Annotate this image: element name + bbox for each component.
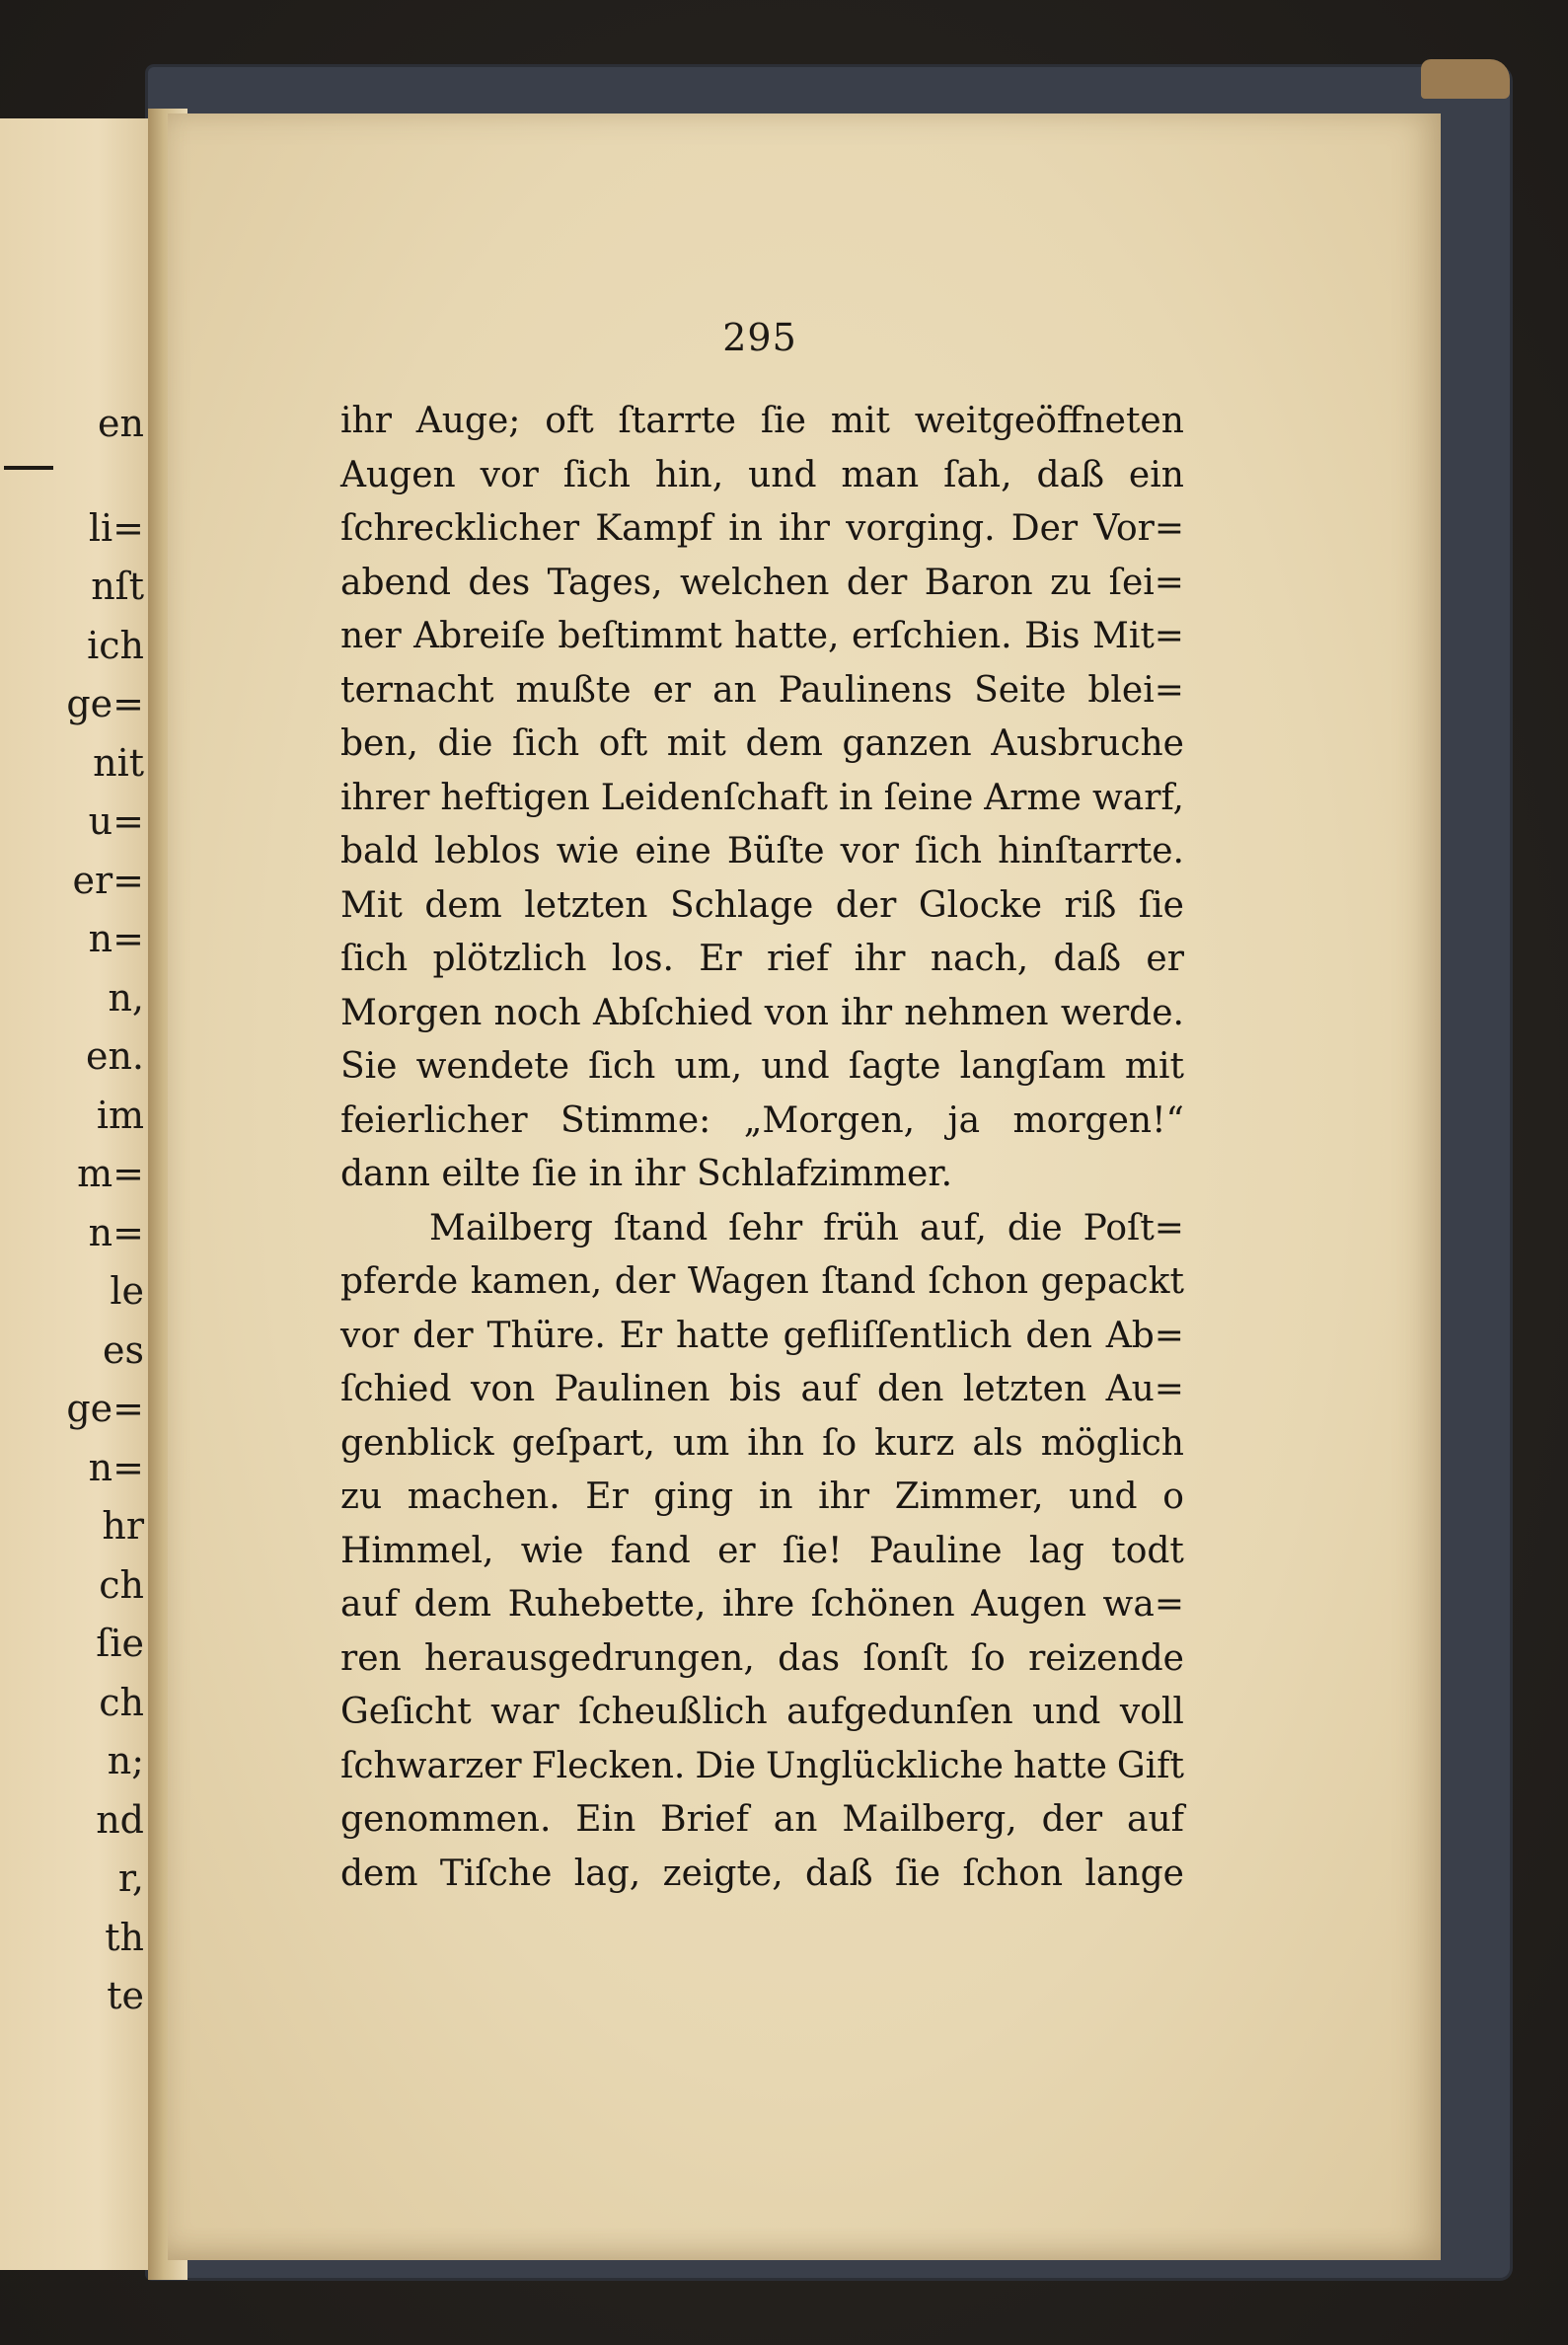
word: Augen xyxy=(340,454,456,495)
word: blei= xyxy=(1087,669,1184,711)
word: gefliſſentlich xyxy=(783,1315,1012,1356)
word: ſchon xyxy=(962,1853,1064,1894)
word: abend xyxy=(340,562,452,603)
page-body-text xyxy=(340,395,1184,1901)
word: letzten xyxy=(962,1369,1087,1409)
left-fragment: n= xyxy=(88,1210,144,1254)
left-fragment: n, xyxy=(108,975,144,1020)
word: mit xyxy=(666,723,726,764)
word: mit xyxy=(830,401,890,441)
left-page-text-fragments xyxy=(4,395,152,2026)
word: Tiſche xyxy=(439,1853,553,1894)
word: zu xyxy=(340,1476,383,1517)
text-line xyxy=(340,610,1184,664)
left-fragment: hr xyxy=(102,1504,144,1548)
word: ner xyxy=(340,616,402,656)
word: wie xyxy=(520,1530,584,1571)
word: Bis xyxy=(1024,616,1081,656)
word: Der xyxy=(1010,508,1079,549)
word: Mailberg xyxy=(429,1207,593,1248)
text-line xyxy=(340,557,1184,611)
word: auf, xyxy=(919,1207,987,1248)
word: zu xyxy=(1050,562,1092,603)
word: an xyxy=(712,669,757,711)
word: Er xyxy=(699,939,742,979)
text-line xyxy=(340,502,1184,557)
left-fragment: ch xyxy=(99,1680,144,1724)
word: ihr xyxy=(779,508,830,549)
text-line xyxy=(340,1525,1184,1579)
left-fragment: nd xyxy=(96,1797,144,1842)
word: ſich xyxy=(511,723,580,764)
word: der xyxy=(412,1315,474,1356)
word: mußte xyxy=(515,669,632,711)
word: hatte xyxy=(1012,1745,1107,1786)
word: ſich xyxy=(562,454,631,495)
word: auf xyxy=(1127,1799,1184,1840)
text-line xyxy=(340,772,1184,826)
left-fragment: te xyxy=(107,1974,144,2017)
word: letzten xyxy=(524,884,648,926)
word: Schlage xyxy=(669,884,814,926)
word: Stimme: xyxy=(560,1099,711,1141)
word: zeigte, xyxy=(662,1853,784,1894)
cover-corner xyxy=(1421,59,1510,99)
word: weitgeöffneten xyxy=(914,401,1184,441)
word: ſchwarzer xyxy=(340,1745,522,1786)
word: und xyxy=(748,454,817,495)
word: Er xyxy=(619,1315,663,1356)
left-fragment: nſt xyxy=(91,565,144,608)
word: morgen!“ xyxy=(1012,1099,1184,1141)
word: daß xyxy=(1036,454,1105,495)
text-line xyxy=(340,933,1184,987)
text-line xyxy=(340,1363,1184,1417)
word: Unglückliche xyxy=(766,1745,1004,1786)
word: ſtand xyxy=(613,1207,709,1248)
left-fragment: u= xyxy=(88,799,144,843)
word: den xyxy=(1025,1315,1092,1356)
word: o xyxy=(1162,1476,1184,1517)
text-line xyxy=(340,395,1184,449)
word: ihrer xyxy=(340,777,430,818)
word: vor xyxy=(340,1315,400,1356)
word: riß xyxy=(1064,884,1117,926)
word: ſcheußlich xyxy=(578,1692,768,1732)
word: Ab= xyxy=(1105,1315,1184,1356)
word: die xyxy=(1007,1207,1063,1248)
word: Thüre. xyxy=(486,1315,606,1356)
left-fragment: n= xyxy=(88,917,144,960)
word: ſie! xyxy=(782,1530,843,1571)
left-fragment: r, xyxy=(117,1856,144,1900)
word: dem xyxy=(413,1584,492,1625)
word: erſchien. xyxy=(851,616,1012,656)
word: Abſchied xyxy=(592,992,753,1033)
word: ſie xyxy=(760,401,806,441)
word: fand xyxy=(610,1530,691,1571)
word: der xyxy=(1041,1799,1103,1840)
word: rief xyxy=(766,939,830,979)
word: er xyxy=(652,669,692,711)
word: feierlicher xyxy=(340,1099,528,1141)
left-fragment: n= xyxy=(88,1445,144,1489)
word: ja xyxy=(947,1099,981,1141)
left-fragment: ge= xyxy=(66,1387,144,1430)
word: ſei= xyxy=(1108,562,1184,603)
word: war xyxy=(490,1692,560,1732)
word: den xyxy=(876,1369,944,1409)
word: Mit xyxy=(340,884,403,926)
word: ſchrecklicher xyxy=(340,508,580,549)
word: noch xyxy=(493,992,581,1033)
left-fragment: ch xyxy=(99,1562,144,1607)
left-fragment: ge= xyxy=(66,682,144,725)
text-line xyxy=(340,1578,1184,1632)
word: Ein xyxy=(575,1799,636,1840)
word: möglich xyxy=(1040,1422,1184,1464)
word: reizende xyxy=(1028,1637,1184,1679)
text-line xyxy=(340,1255,1184,1310)
word: und xyxy=(761,1046,830,1087)
word: werde. xyxy=(1060,992,1184,1033)
word: bald xyxy=(340,831,419,871)
word: die xyxy=(437,723,493,764)
word: daß xyxy=(1053,939,1122,979)
text-line xyxy=(340,1793,1184,1848)
page-number: 295 xyxy=(722,316,797,359)
word: Au= xyxy=(1105,1369,1184,1409)
text-line xyxy=(340,1632,1184,1687)
word: ſie xyxy=(894,1853,941,1894)
word: von xyxy=(470,1369,536,1409)
left-fragment: ſie xyxy=(96,1622,144,1665)
word: bis xyxy=(729,1369,783,1409)
text-line xyxy=(340,1417,1184,1472)
word: ſich xyxy=(914,831,983,871)
word: Vor= xyxy=(1093,508,1184,549)
word: aufgedunſen xyxy=(786,1692,1013,1732)
word: Abreiſe xyxy=(413,616,546,656)
left-fragment: ich xyxy=(87,623,144,667)
word: leblos xyxy=(434,831,541,871)
word: lag xyxy=(1028,1530,1084,1571)
left-fragment: th xyxy=(105,1915,144,1959)
word: Paulinens xyxy=(778,669,953,711)
word: gepackt xyxy=(1040,1261,1184,1302)
text-line xyxy=(340,825,1184,879)
word: Zimmer, xyxy=(894,1476,1044,1517)
word: ſo xyxy=(970,1637,1006,1679)
text-line xyxy=(340,1310,1184,1364)
word: voll xyxy=(1119,1692,1184,1732)
word: geſpart, xyxy=(511,1422,655,1464)
word: heftigen xyxy=(440,777,590,818)
word: herausgedrungen, xyxy=(424,1637,755,1679)
word: nach, xyxy=(930,939,1029,979)
text-line xyxy=(340,1686,1184,1740)
word: plötzlich xyxy=(432,939,587,979)
word: ihn xyxy=(747,1422,805,1464)
word: oft xyxy=(598,723,648,764)
word: ren xyxy=(340,1637,402,1679)
word: Wagen xyxy=(687,1261,809,1302)
word: Paulinen xyxy=(554,1369,710,1409)
left-fragment: im xyxy=(96,1093,144,1137)
word: Die xyxy=(695,1745,757,1786)
word: Augen xyxy=(971,1584,1086,1625)
word: beſtimmt xyxy=(558,616,722,656)
word: todt xyxy=(1111,1530,1184,1571)
text-line xyxy=(340,664,1184,719)
word: wendete xyxy=(415,1046,570,1087)
word: von xyxy=(764,992,829,1033)
word: Arme xyxy=(984,777,1082,818)
word: Sie xyxy=(340,1046,398,1087)
word: Tages, xyxy=(547,562,663,603)
word: und xyxy=(1032,1692,1101,1732)
word: kamen, xyxy=(470,1261,603,1302)
word: wa= xyxy=(1102,1584,1184,1625)
word: als xyxy=(972,1422,1023,1464)
word: der xyxy=(835,884,897,926)
word: und xyxy=(1069,1476,1138,1517)
word: ſehr xyxy=(728,1207,803,1248)
word: wie xyxy=(556,831,620,871)
text-line xyxy=(340,1095,1184,1149)
word: Kampf xyxy=(595,508,713,549)
text-line xyxy=(340,718,1184,772)
word: ein xyxy=(1128,454,1184,495)
word: eine xyxy=(635,831,711,871)
text-line: dann eilte ſie in ihr Schlafzimmer. xyxy=(340,1154,953,1194)
left-fragment: en xyxy=(98,402,144,445)
word: Gift xyxy=(1116,1745,1184,1786)
word: auf xyxy=(800,1369,859,1409)
word: nehmen xyxy=(904,992,1049,1033)
word: hinſtarrte. xyxy=(998,831,1184,871)
left-fragment: nit xyxy=(93,740,144,785)
left-rule xyxy=(4,466,53,470)
word: Morgen xyxy=(340,992,483,1033)
word: Mailberg, xyxy=(842,1799,1017,1840)
word: dem xyxy=(745,723,823,764)
word: ihre xyxy=(721,1584,795,1625)
word: Pauline xyxy=(868,1530,1003,1571)
left-fragment: n; xyxy=(107,1739,144,1782)
word: an xyxy=(773,1799,818,1840)
word: lange xyxy=(1084,1853,1184,1894)
word: Brief xyxy=(660,1799,749,1840)
word: vor xyxy=(480,454,539,495)
word: ihr xyxy=(841,992,893,1033)
left-fragment: en. xyxy=(85,1034,144,1078)
word: langſam xyxy=(959,1046,1106,1087)
word: ſagte xyxy=(848,1046,941,1087)
text-line xyxy=(340,879,1184,934)
word: ſonſt xyxy=(862,1637,948,1679)
word: ſtarrte xyxy=(618,401,736,441)
word: der xyxy=(846,562,908,603)
word: in xyxy=(838,777,873,818)
word: Ausbruche xyxy=(991,723,1184,764)
word: um, xyxy=(674,1046,743,1087)
word: Baron xyxy=(924,562,1033,603)
word: der xyxy=(614,1261,676,1302)
word: genommen. xyxy=(340,1799,552,1840)
word: ben, xyxy=(340,723,418,764)
text-line xyxy=(340,1848,1184,1902)
word: man xyxy=(841,454,920,495)
word: hin, xyxy=(654,454,724,495)
word: machen. xyxy=(407,1476,560,1517)
text-line xyxy=(340,1202,1184,1256)
word: los. xyxy=(611,939,674,979)
word: ſich xyxy=(588,1046,656,1087)
word: ihr xyxy=(854,939,906,979)
text-line xyxy=(340,1471,1184,1525)
word: Glocke xyxy=(918,884,1043,926)
word: er xyxy=(1146,939,1184,979)
word: vorging. xyxy=(846,508,996,549)
word: dem xyxy=(424,884,502,926)
text-line xyxy=(340,1040,1184,1095)
word: Leidenſchaft xyxy=(600,777,828,818)
word: warf, xyxy=(1091,777,1184,818)
word: ternacht xyxy=(340,669,494,711)
word: vor xyxy=(840,831,899,871)
word: ſich xyxy=(340,939,409,979)
word: Ruhebette, xyxy=(507,1584,707,1625)
left-fragment: le xyxy=(110,1269,144,1313)
word: Er xyxy=(585,1476,629,1517)
word: dem xyxy=(340,1853,418,1894)
word: er xyxy=(717,1530,756,1571)
word: Flecken. xyxy=(531,1745,686,1786)
word: ſah, xyxy=(943,454,1012,495)
word: um xyxy=(672,1422,730,1464)
word: Seite xyxy=(974,669,1067,711)
word: ihr xyxy=(340,401,392,441)
word: ſo xyxy=(822,1422,858,1464)
word: ſchönen xyxy=(810,1584,955,1625)
word: früh xyxy=(823,1207,899,1248)
word: in xyxy=(728,508,763,549)
word: welchen xyxy=(679,562,830,603)
left-fragment: es xyxy=(103,1327,144,1372)
text-line xyxy=(340,449,1184,503)
word: ſchon xyxy=(928,1261,1029,1302)
word: ſtand xyxy=(821,1261,916,1302)
word: hatte xyxy=(675,1315,770,1356)
word: Poſt= xyxy=(1083,1207,1184,1248)
word: ſie xyxy=(1138,884,1184,926)
word: oft xyxy=(545,401,594,441)
word: ihr xyxy=(818,1476,870,1517)
text-line xyxy=(340,987,1184,1041)
word: Büſte xyxy=(726,831,825,871)
word: mit xyxy=(1124,1046,1184,1087)
word: ganzen xyxy=(842,723,972,764)
word: lag, xyxy=(573,1853,641,1894)
left-fragment: er= xyxy=(72,858,144,902)
word: „Morgen, xyxy=(743,1099,916,1141)
word: in xyxy=(758,1476,793,1517)
word: ſeine xyxy=(883,777,974,818)
word: pferde xyxy=(340,1261,459,1302)
word: Geſicht xyxy=(340,1692,472,1732)
word: des xyxy=(468,562,531,603)
word: das xyxy=(778,1637,841,1679)
left-fragment: m= xyxy=(77,1152,144,1195)
left-fragment: li= xyxy=(88,505,144,550)
word: Mit= xyxy=(1091,616,1184,656)
text-line xyxy=(340,1740,1184,1794)
word: ging xyxy=(653,1476,734,1517)
word: ſchied xyxy=(340,1369,452,1409)
word: genblick xyxy=(340,1422,494,1464)
word: daß xyxy=(805,1853,873,1894)
word: kurz xyxy=(874,1422,955,1464)
word: auf xyxy=(340,1584,398,1625)
word: Auge; xyxy=(415,401,521,441)
word: Himmel, xyxy=(340,1530,494,1571)
word: hatte, xyxy=(734,616,840,656)
